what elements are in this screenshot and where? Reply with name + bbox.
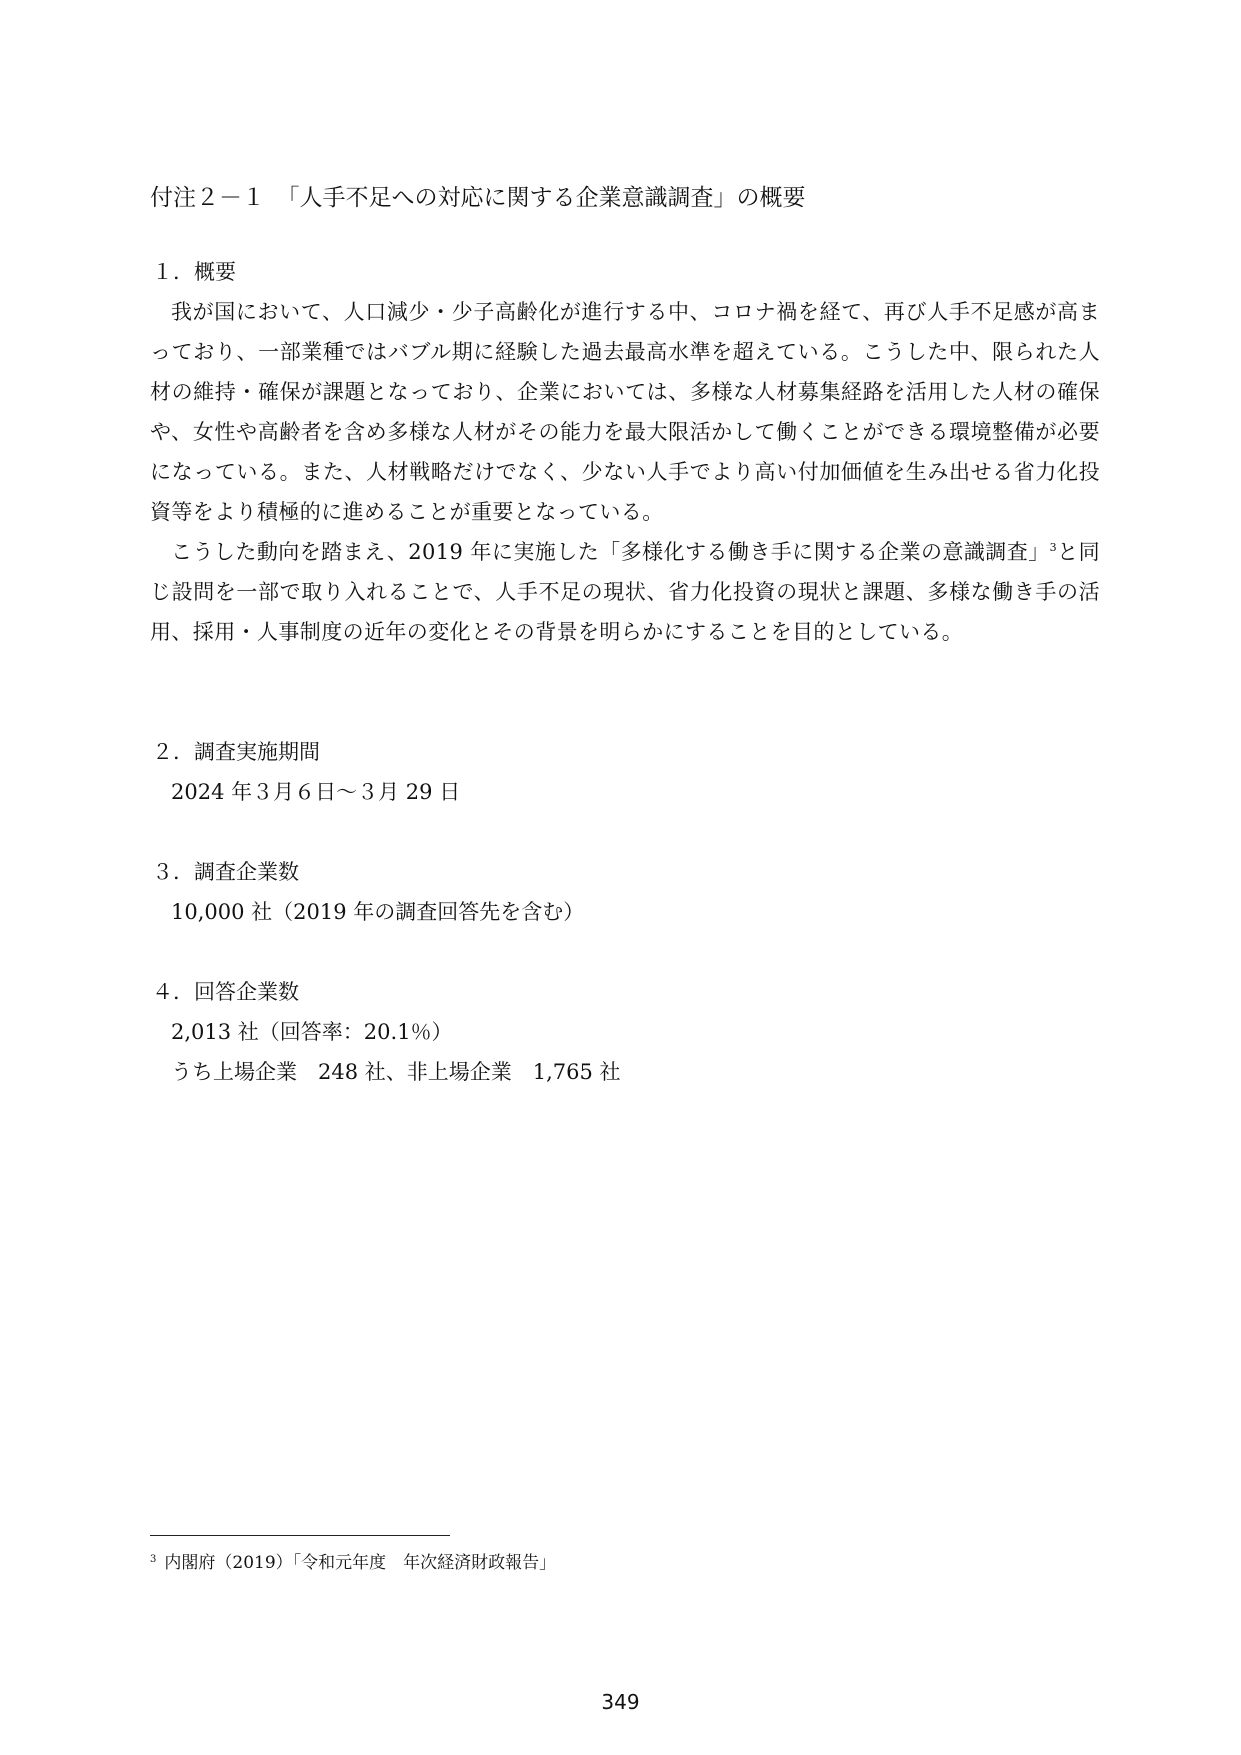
footnote-marker: 3 — [150, 1554, 157, 1565]
footnote-reference[interactable]: 3 — [1049, 541, 1058, 554]
page-title: 付注２－１ 「人手不足への対応に関する企業意識調査」の概要 — [150, 185, 806, 211]
section-responses — [150, 972, 1100, 1092]
section-overview — [150, 252, 1100, 652]
overview-paragraph-2-start: こうした動向を踏まえ、2019 年に実施した「多様化する働き手に関する企業の意識調査」 — [171, 540, 1050, 564]
section-heading-overview: １．概要 — [152, 260, 236, 284]
responding-companies-breakdown: うち上場企業 248 社、非上場企業 1,765 社 — [171, 1060, 621, 1084]
responding-companies-value: 2,013 社（回答率：20.1％） — [171, 1020, 453, 1044]
overview-paragraph-2-end: と同じ設問を一部で取り入れることで、人手不足の現状、省力化投資の現状と課題、多様な働き手の活用、採用・人事制度の近年の変化とその背景を明らかにすることを目的としている。 — [150, 540, 1100, 644]
footnote-divider — [150, 1535, 450, 1536]
section-heading-companies: ３．調査企業数 — [152, 860, 299, 884]
section-heading-responses: ４．回答企業数 — [152, 980, 299, 1004]
section-heading-period: ２．調査実施期間 — [152, 740, 320, 764]
footnote-text: 内閣府（2019）「令和元年度 年次経済財政報告」 — [164, 1553, 557, 1573]
overview-paragraph-2 — [150, 532, 1100, 652]
surveyed-companies-value: 10,000 社（2019 年の調査回答先を含む） — [171, 900, 585, 924]
section-period — [150, 732, 1100, 812]
overview-paragraph-1: 我が国において、人口減少・少子高齢化が進行する中、コロナ禍を経て、再び人手不足感が高まっており、一部業種ではバブル期に経験した過去最高水準を超えている。こうした中、限られた人材の維持・確保が課題となっており、企業においては、多様な人材募集経路を活用した人材の確保や、女性や高齢者を含め多様な人材がその能力を最大限活かして働くことができる環境整備が必要になっている。また、人材戦略だけでなく、少ない人手でより高い付加価値を生み出せる省力化投資等をより積極的に進めることが重要となっている。 — [150, 300, 1100, 524]
survey-period-value: 2024 年３月６日～３月 29 日 — [171, 780, 461, 804]
section-companies — [150, 852, 1100, 932]
footnote — [150, 1550, 556, 1576]
page-number: 349 — [601, 1690, 640, 1714]
